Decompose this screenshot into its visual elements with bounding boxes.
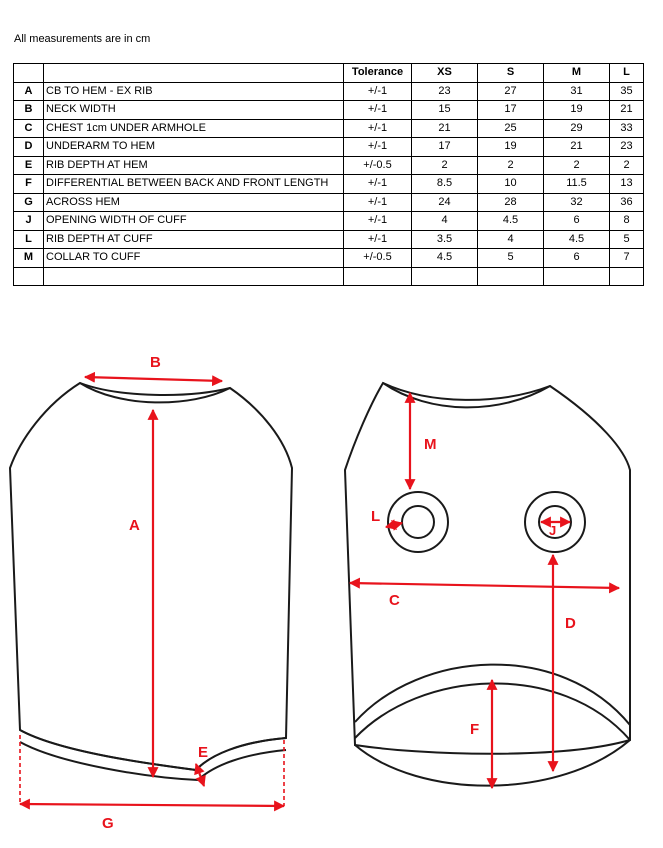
table-header-row: [14, 64, 644, 83]
back-body-outline: [10, 383, 292, 770]
label-j: J: [549, 523, 557, 538]
row-code: D: [14, 138, 44, 157]
row-tolerance: +/-1: [344, 175, 412, 194]
row-description: RIB DEPTH AT HEM: [44, 156, 344, 175]
row-size-l: 8: [610, 212, 644, 231]
row-size-s: 27: [478, 82, 544, 101]
row-size-s: 28: [478, 193, 544, 212]
row-size-xs: 4.5: [412, 249, 478, 268]
row-size-xs: 4: [412, 212, 478, 231]
row-tolerance: +/-1: [344, 101, 412, 120]
label-b: B: [150, 354, 161, 371]
label-d: D: [565, 615, 576, 632]
label-e: E: [198, 744, 209, 761]
row-size-s: 10: [478, 175, 544, 194]
row-code: F: [14, 175, 44, 194]
row-size-s: 19: [478, 138, 544, 157]
table-row: [14, 101, 644, 120]
table-row: [14, 82, 644, 101]
row-size-xs: 24: [412, 193, 478, 212]
label-f: F: [470, 721, 480, 738]
row-description: COLLAR TO CUFF: [44, 249, 344, 268]
header-description: [44, 64, 344, 83]
table-row: [14, 249, 644, 268]
row-size-l: 23: [610, 138, 644, 157]
row-size-xs: 3.5: [412, 230, 478, 249]
row-tolerance: +/-1: [344, 212, 412, 231]
row-description: UNDERARM TO HEM: [44, 138, 344, 157]
table-row: [14, 156, 644, 175]
row-size-s: 25: [478, 119, 544, 138]
header-size-m: M: [544, 64, 610, 83]
row-size-l: 21: [610, 101, 644, 120]
row-size-s: 2: [478, 156, 544, 175]
row-size-l: 5: [610, 230, 644, 249]
empty-cell: [610, 267, 644, 286]
row-size-l: 13: [610, 175, 644, 194]
row-code: J: [14, 212, 44, 231]
row-size-l: 35: [610, 82, 644, 101]
row-description: OPENING WIDTH OF CUFF: [44, 212, 344, 231]
row-size-m: 6: [544, 212, 610, 231]
header-size-s: S: [478, 64, 544, 83]
row-tolerance: +/-1: [344, 193, 412, 212]
row-size-xs: 15: [412, 101, 478, 120]
row-size-s: 4.5: [478, 212, 544, 231]
row-size-s: 4: [478, 230, 544, 249]
label-m: M: [424, 436, 437, 453]
measurement-note: All measurements are in cm: [14, 33, 151, 45]
row-code: A: [14, 82, 44, 101]
table-row-empty: [14, 267, 644, 286]
empty-cell: [412, 267, 478, 286]
row-size-xs: 17: [412, 138, 478, 157]
row-description: CHEST 1cm UNDER ARMHOLE: [44, 119, 344, 138]
front-body-outline: [345, 383, 630, 754]
header-code: [14, 64, 44, 83]
label-g: G: [102, 815, 114, 832]
row-size-m: 29: [544, 119, 610, 138]
measure-b-arrow: [85, 377, 222, 381]
row-size-m: 19: [544, 101, 610, 120]
table-row: [14, 175, 644, 194]
row-tolerance: +/-1: [344, 82, 412, 101]
row-description: DIFFERENTIAL BETWEEN BACK AND FRONT LENGTH: [44, 175, 344, 194]
row-size-l: 36: [610, 193, 644, 212]
measure-g-arrow: [20, 804, 284, 806]
row-code: G: [14, 193, 44, 212]
empty-cell: [344, 267, 412, 286]
size-spec-table: [13, 63, 644, 286]
header-size-xs: XS: [412, 64, 478, 83]
table-row: [14, 138, 644, 157]
back-view-garment: [10, 383, 292, 780]
row-code: C: [14, 119, 44, 138]
table-body: [14, 82, 644, 286]
row-code: B: [14, 101, 44, 120]
header-tolerance: Tolerance: [344, 64, 412, 83]
row-description: RIB DEPTH AT CUFF: [44, 230, 344, 249]
row-size-m: 11.5: [544, 175, 610, 194]
row-size-l: 33: [610, 119, 644, 138]
label-a: A: [129, 517, 140, 534]
row-description: ACROSS HEM: [44, 193, 344, 212]
row-description: CB TO HEM - EX RIB: [44, 82, 344, 101]
row-size-s: 17: [478, 101, 544, 120]
front-collar-rib: [383, 383, 550, 407]
left-cuff-inner: [402, 506, 434, 538]
header-size-l: L: [610, 64, 644, 83]
row-code: M: [14, 249, 44, 268]
row-size-l: 7: [610, 249, 644, 268]
row-size-xs: 23: [412, 82, 478, 101]
table-row: [14, 193, 644, 212]
row-size-xs: 2: [412, 156, 478, 175]
table-row: [14, 230, 644, 249]
row-tolerance: +/-1: [344, 119, 412, 138]
row-size-s: 5: [478, 249, 544, 268]
row-tolerance: +/-1: [344, 138, 412, 157]
row-size-xs: 8.5: [412, 175, 478, 194]
row-size-m: 31: [544, 82, 610, 101]
row-tolerance: +/-0.5: [344, 249, 412, 268]
left-cuff-outer: [388, 492, 448, 552]
row-description: NECK WIDTH: [44, 101, 344, 120]
label-c: C: [389, 592, 400, 609]
empty-cell: [544, 267, 610, 286]
empty-cell: [14, 267, 44, 286]
table-row: [14, 119, 644, 138]
row-size-xs: 21: [412, 119, 478, 138]
row-size-m: 6: [544, 249, 610, 268]
row-size-l: 2: [610, 156, 644, 175]
row-size-m: 21: [544, 138, 610, 157]
measure-c-arrow: [350, 583, 619, 588]
row-code: E: [14, 156, 44, 175]
row-tolerance: +/-0.5: [344, 156, 412, 175]
row-size-m: 4.5: [544, 230, 610, 249]
row-tolerance: +/-1: [344, 230, 412, 249]
row-size-m: 32: [544, 193, 610, 212]
empty-cell: [44, 267, 344, 286]
row-size-m: 2: [544, 156, 610, 175]
row-code: L: [14, 230, 44, 249]
label-l: L: [371, 508, 381, 525]
empty-cell: [478, 267, 544, 286]
table-row: [14, 212, 644, 231]
garment-diagram: [0, 330, 663, 848]
